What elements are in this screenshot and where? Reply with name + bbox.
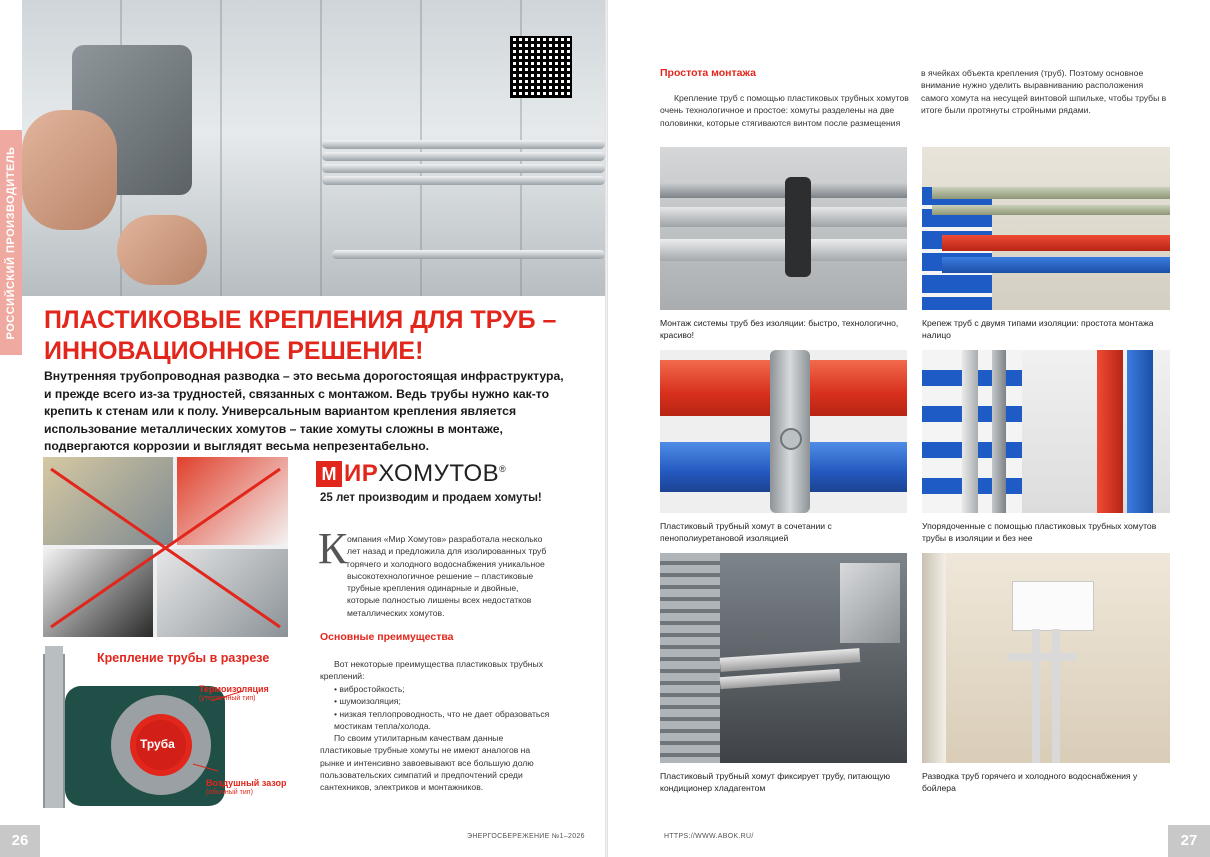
mir-khomutov-logo: М ИРХОМУТОВ® bbox=[316, 460, 506, 488]
side-tab bbox=[0, 130, 22, 355]
caption-4: Упорядоченные с помощью пластиковых трубных хомутов трубы в изоляции и без нее bbox=[922, 521, 1157, 543]
caption-1: Монтаж системы труб без изоляции: быстро, технологично, красиво! bbox=[660, 318, 899, 340]
article-headline: ПЛАСТИКОВЫЕ КРЕПЛЕНИЯ ДЛЯ ТРУБ – ИННОВАЦИОННОЕ РЕШЕНИЕ! bbox=[44, 306, 557, 365]
photo-ordered-pipes bbox=[922, 350, 1170, 513]
caption-2: Крепеж труб с двумя типами изоляции: простота монтажа налицо bbox=[922, 318, 1154, 340]
cross-out-icon bbox=[43, 457, 288, 637]
right-page bbox=[608, 0, 1210, 857]
column-1-text: Крепление труб с помощью пластиковых трубных хомутов очень технологичное и простое: хомуты разделены на две половинки, которые стягиваются винтом после размещения bbox=[660, 93, 909, 128]
label-pipe: Труба bbox=[140, 737, 175, 751]
label-air-gap: Воздушный зазор (обычный тип) bbox=[206, 778, 287, 796]
footer-right: HTTPS://WWW.ABOK.RU/ bbox=[664, 833, 754, 840]
advantages-intro: Вот некоторые преимущества пластиковых трубных креплений: bbox=[320, 659, 543, 682]
tagline: 25 лет производим и продаем хомуты! bbox=[320, 492, 542, 504]
list-item: • низкая теплопроводность, что не дает образоваться мостикам тепла/холода. bbox=[334, 708, 550, 731]
caption-6: Разводка труб горячего и холодного водоснабжения у бойлера bbox=[922, 771, 1138, 793]
photo-two-insulation-types bbox=[922, 147, 1170, 310]
hero-photo bbox=[22, 0, 605, 296]
qr-code[interactable] bbox=[510, 36, 572, 98]
advantages-list bbox=[320, 683, 552, 732]
caption-3: Пластиковый трубный хомут в сочетании с пенополиуретановой изоляцией bbox=[660, 521, 832, 543]
intro-paragraph: омпания «Мир Хомутов» разработала несколько лет назад и предложила для изолированных труб горячего и холодного водоснабжения уникальное высокотехнологичное решение – пластиковые трубные крепления одинарные и двойные, которые полностью лишены всех недостатков металлических хомутов. bbox=[347, 534, 547, 618]
advantages-outro: По своим утилитарным качествам данные пластиковые трубные хомуты не имеют аналогов на рынке и интенсивно завоевывают все большую долю пользовательских симпатий и предпочтений среди сантехников, электриков и монтажников. bbox=[320, 733, 534, 793]
section-heading: Простота монтажа bbox=[660, 67, 756, 79]
footer-left: ЭНЕРГОСБЕРЕЖЕНИЕ №1–2026 bbox=[467, 833, 585, 840]
metal-clamps-photo bbox=[43, 457, 288, 637]
photo-uninsulated-pipes bbox=[660, 147, 907, 310]
photo-clamp-pu-insulation bbox=[660, 350, 907, 513]
photo-boiler-piping bbox=[922, 553, 1170, 763]
column-2-text: в ячейках объекта крепления (труб). Поэтому основное внимание нужно уделить выравниванию расположения самого хомута на несущей винтовой шпильке, чтобы трубы в итоге были протянуты стройными рядами. bbox=[921, 68, 1167, 115]
advantages-heading: Основные преимущества bbox=[320, 631, 454, 643]
list-item: • вибростойкость; bbox=[334, 684, 405, 694]
label-insulation: Термоизоляция (утепленный тип) bbox=[199, 684, 269, 702]
list-item: • шумоизоляция; bbox=[334, 696, 401, 707]
dropcap: К bbox=[318, 524, 348, 573]
side-label: РОССИЙСКИЙ ПРОИЗВОДИТЕЛЬ bbox=[5, 146, 17, 339]
photo-ac-clamp bbox=[660, 553, 907, 763]
page-number-right: 27 bbox=[1168, 825, 1210, 857]
caption-5: Пластиковый трубный хомут фиксирует трубу, питающую кондиционер хладагентом bbox=[660, 771, 891, 793]
lead-paragraph: Внутренняя трубопроводная разводка – это весьма дорогостоящая инфраструктура, и прежде всего из-за трудностей, связанных с монтажом. Ведь трубы нужно как-то крепить к стенам или к полу. Универсальным вариантом крепления является использование металлических хомутов – такие хомуты сложны в монтаже, подвергаются коррозии и выглядят весьма непрезентабельно. bbox=[44, 369, 564, 453]
diagram-title: Крепление трубы в разрезе bbox=[97, 651, 270, 665]
page-number-left: 26 bbox=[0, 825, 40, 857]
